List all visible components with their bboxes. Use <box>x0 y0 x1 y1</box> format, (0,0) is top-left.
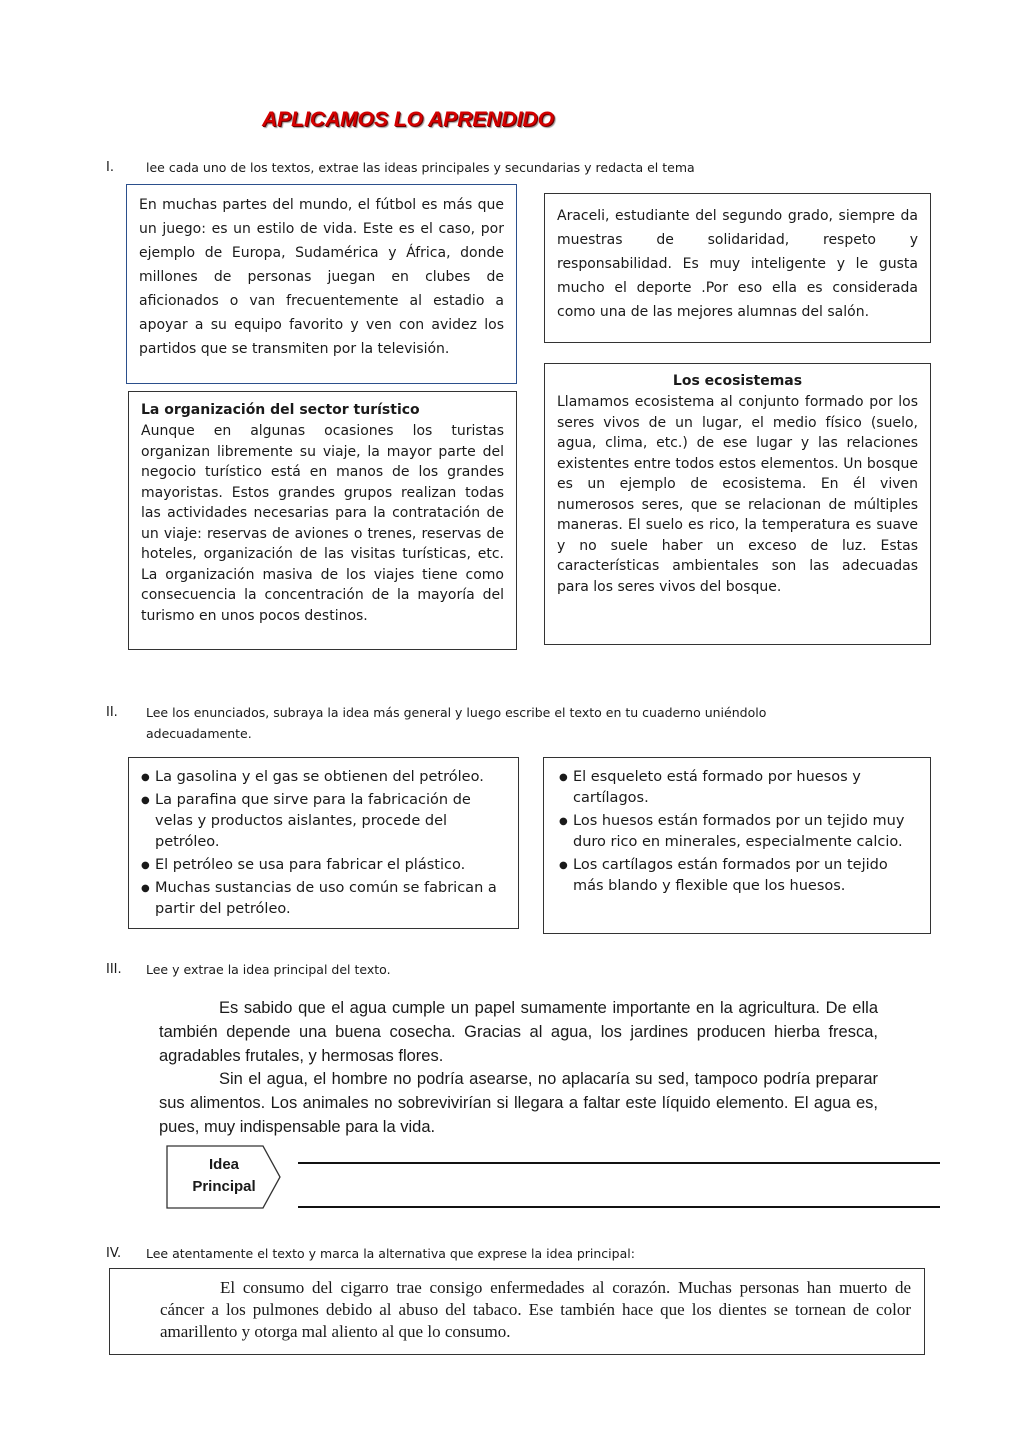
section-1-instruction: lee cada uno de los textos, extrae las ideas principales y secundarias y redacta el tema <box>146 160 695 175</box>
idea-label-line-2: Principal <box>192 1178 256 1195</box>
ecosistemas-text: Llamamos ecosistema al conjunto formado por los seres vivos de un lugar, el medio físico (suelo, agua, clima, etc.) de ese lugar y las relaciones existentes entre todos estos elementos. Un bosque es un ejemplo de ecosistema. En él viven numerosos seres, que se relacionan de múltiples maneras. El suelo es rico, la temperatura es suave y no suele haber un exceso de luz. Estas características ambientales son las adecuadas para los seres vivos del bosque. <box>557 394 918 595</box>
list-item: ● El esqueleto está formado por huesos y cartílagos. <box>559 767 919 809</box>
section-1-numeral: I. <box>106 160 114 175</box>
esqueleto-box <box>543 757 931 934</box>
petroleo-box <box>128 757 519 929</box>
section-4-numeral: IV. <box>106 1246 122 1261</box>
araceli-box <box>544 193 931 343</box>
section-3-instruction: Lee y extrae la idea principal del texto. <box>146 962 391 977</box>
futbol-text: En muchas partes del mundo, el fútbol es más que un juego: es un estilo de vida. Este es el caso, por ejemplo de Europa, Sudamérica y África, donde millones de personas juegan en clubes de aficionados o van frecuentemente al estadio a apoyar a su equipo favorito y ven con avidez los partidos que se transmiten por la televisión. <box>139 197 504 357</box>
cigarro-box <box>109 1268 925 1355</box>
turismo-box <box>128 391 517 650</box>
list-item: ● Los cartílagos están formados por un tejido más blando y flexible que los huesos. <box>559 855 919 897</box>
list-item: ● El petróleo se usa para fabricar el plástico. <box>141 855 511 876</box>
section-2-instruction-line-1: Lee los enunciados, subraya la idea más general y luego escribe el texto en tu cuaderno uniéndolo <box>146 705 767 720</box>
section-2-instruction-line-2: adecuadamente. <box>146 726 252 741</box>
petroleo-list <box>141 767 511 922</box>
futbol-box <box>126 184 517 384</box>
araceli-text: Araceli, estudiante del segundo grado, siempre da muestras de solidaridad, respeto y responsabilidad. Es muy inteligente y le gusta mucho el deporte .Por eso ella es considerada como una de las mejores alumnas del salón. <box>557 208 918 320</box>
section-4-instruction: Lee atentamente el texto y marca la alternativa que exprese la idea principal: <box>146 1246 635 1261</box>
agua-paragraph-2: Sin el agua, el hombre no podría asearse, no aplacaría su sed, tampoco podría preparar sus alimentos. Los animales no sobrevivirían si llegara a faltar este líquido elemento. El agua es, pues, muy indispensable para la vida. <box>159 1070 878 1136</box>
agua-paragraph-1: Es sabido que el agua cumple un papel sumamente importante en la agricultura. De ella también depende una buena cosecha. Gracias al agua, los jardines producen hierba fresca, agradables frutales, y hermosas flores. <box>159 999 878 1065</box>
turismo-text: Aunque en algunas ocasiones los turistas organizan libremente su viaje, la mayor parte del negocio turístico está en manos de los grandes mayoristas. Estos grandes grupos realizan todas las actividades necesarias para la contratación de un viaje: reservas de aviones o trenes, reservas de hoteles, organización de las visitas turísticas, etc. La organización masiva de los viajes tiene como consecuencia la concentración de la mayoría del turismo en unos pocos destinos. <box>141 423 504 624</box>
esqueleto-list <box>559 767 919 899</box>
turismo-title: La organización del sector turístico <box>141 402 420 418</box>
cigarro-text: El consumo del cigarro trae consigo enfermedades al corazón. Muchas personas han muerto de cáncer a los pulmones debido al abuso del tabaco. Ese también hace que los dientes se tornean de color amarillento y otorga mal aliento al que lo consumo. <box>160 1278 911 1341</box>
section-2-numeral: II. <box>106 705 118 720</box>
ecosistemas-title: Los ecosistemas <box>672 373 803 389</box>
page-title: APLICAMOS LO APRENDIDO <box>262 108 555 131</box>
idea-principal-label <box>166 1154 282 1198</box>
section-3-numeral: III. <box>106 962 122 977</box>
ecosistemas-box <box>544 363 931 645</box>
list-item: ● La parafina que sirve para la fabricación de velas y productos aislantes, procede del petróleo. <box>141 790 511 853</box>
answer-line-2[interactable] <box>298 1206 940 1208</box>
idea-label-line-1: Idea <box>208 1156 239 1173</box>
answer-line-1[interactable] <box>298 1162 940 1164</box>
list-item: ● La gasolina y el gas se obtienen del petróleo. <box>141 767 511 788</box>
list-item: ● Muchas sustancias de uso común se fabrican a partir del petróleo. <box>141 878 511 920</box>
list-item: ● Los huesos están formados por un tejido muy duro rico en minerales, especialmente calcio. <box>559 811 919 853</box>
